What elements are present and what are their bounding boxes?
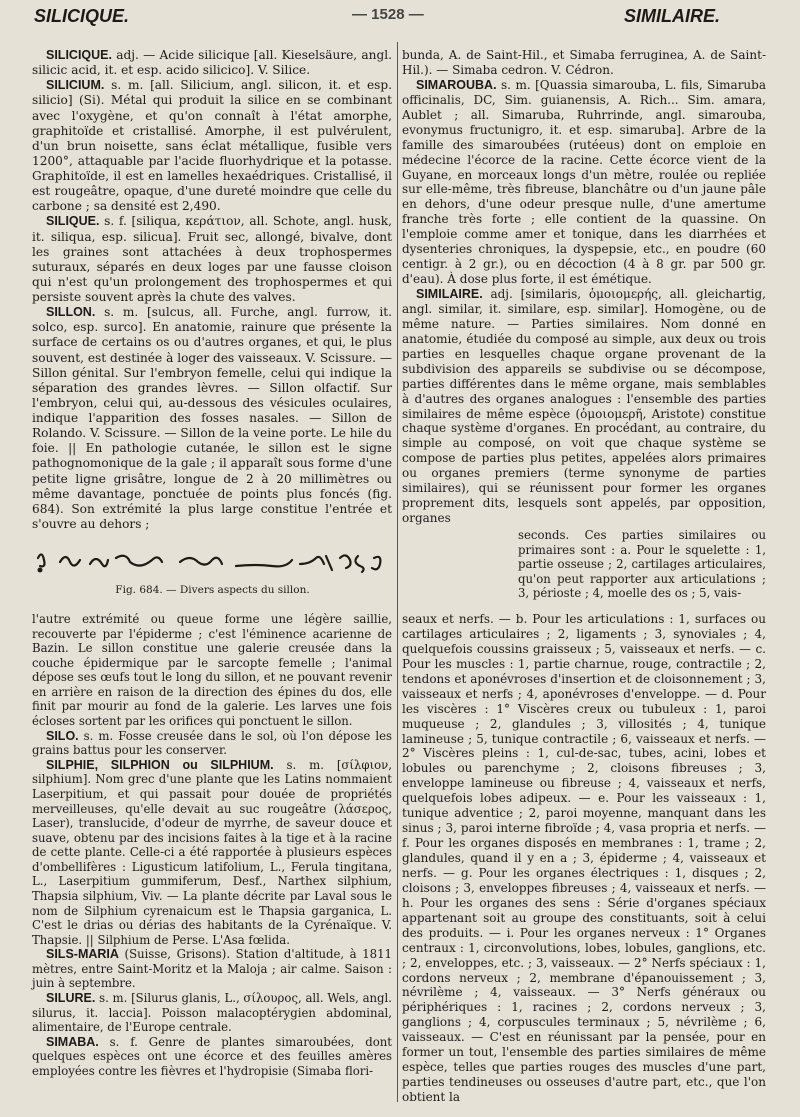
entry-sillon: [32, 305, 392, 532]
entry-simaba: [32, 1035, 392, 1079]
entry-silure: [32, 991, 392, 1035]
page-number: — 1528 —: [352, 6, 424, 23]
header-right-word: SIMILAIRE.: [623, 6, 720, 26]
sillon-drawings: [30, 540, 395, 584]
column-rule: [397, 42, 398, 1102]
sillon-mark: [236, 560, 292, 566]
headword: SILLON.: [46, 305, 96, 320]
entry-text: seaux et nerfs. — b. Pour les articulations : 1, surfaces ou cartilages articulaires ; 2, ligaments ; 3, synoviales ; 4, quelquefois coussins graisseux ; 5, vaisseaux et nerfs. — c. Pour les muscles : 1, partie charnue, rouge, contractile ; 2, tendons et aponévroses d'insertion et de cloisonnement ; 3, vaisseaux et nerfs ; 4, aponévroses d'enveloppe. — d. Pour les viscères : 1° Viscères creux ou tubuleux : 1, paroi muqueuse ; 2, glandules ; 3, villosités ; 4, tunique lamineuse ; 5, tunique contractile ; 6, vaisseaux et nerfs. — 2° Viscères pleins : 1, cul-de-sac, tubes, acini, lobes et lobules ou parenchyme ; 2, cloisons fibreuses ; 3, enveloppe lamineuse ou fibreuse ; 4, vaisseaux et nerfs, quelquefois lobes adipeux. — e. Pour les vaisseaux : 1, tunique adventice ; 2, paroi moyenne, manquant dans les sinus ; 3, paroi interne fibroïde ; 4, vasa propria et nerfs. — f. Pour les organes disposés en membranes : 1, trame ; 2, glandules, quand il y en a ; 3, épiderme ; 4, vaisseaux et nerfs. — g. Pour les organes électriques : 1, disques ; 2, cloisons ; 3, enveloppes fibreuses ; 4, vaisseaux et nerfs. — h. Pour les organes des sens : Série d'organes spéciaux appartenant soit au groupe des constituants, soit à celui des produits. — i. Pour les organes nerveux : 1° Organes centraux : 1, circonvolutions, lobes, lobules, ganglions, etc. ; 2, enveloppes, etc. ; 3, vaisseaux. — 2° Nerfs spéciaux : 1, cordons nerveux ; 2, membrane d'épanouissement ; 3, névrilème ; 4, vaisseaux. — 3° Nerfs généraux ou périphériques : 1, racines ; 2, cordons nerveux ; 3, ganglions ; 4, corpuscules terminaux ; 5, névrilème ; 6, vaisseaux. — C'est en réunissant par la pensée, pour en former un tout, l'ensemble des parties similaires de même espèce, telles que parties rouges des muscles d'une part, parties tendineuses ou osseuses d'autre part, etc., que l'on obtient la: [402, 612, 766, 1104]
sillon-mark: [60, 557, 80, 566]
entry-sils-maria: [32, 947, 392, 991]
entry-text: s. f. Genre de plantes simaroubées, dont quelques espèces ont une écorce et des feuilles amères employées contre les fièvres et l'hydropisie (Simaba flori-: [32, 1034, 392, 1078]
headword: SILO.: [46, 728, 79, 743]
entry-text: bunda, A. de Saint-Hil., et Simaba ferruginea, A. de Saint-Hil.). — Simaba cedron. V. Cédron.: [402, 48, 766, 77]
entry-text: s. m. [sulcus, all. Furche, angl. furrow, it. solco, esp. surco]. En anatomie, rainure que présente la surface de certains os ou d'autres organes, et qui, le plus souvent, est destinée à loger des vaisseaux. V. Scissure. — Sillon génital. Sur l'embryon femelle, celui qui indique la séparation des grandes lèvres. — Sillon olfactif. Sur l'embryon, celui qui, au-dessous des vésicules oculaires, indique l'apparition des fosses nasales. — Sillon de Rolando. V. Scissure. — Sillon de la veine porte. Le hile du foie. || En pathologie cutanée, le sillon est le signe pathognomonique de la gale ; il apparaît sous forme d'une petite ligne grisâtre, longue de 2 à 20 millimètres ou même davantage, ponctuée de points plus foncés (fig. 684). Son extrémité la plus large constitue l'entrée et s'ouvre au dehors ;: [32, 305, 392, 531]
sillon-mark: [116, 556, 162, 566]
entry-text: s. f. [siliqua, κεράτιον, all. Schote, angl. husk, it. siliqua, esp. silicua]. Fruit sec, allongé, bivalve, dont les graines sont attachées à deux trophospermes suturaux, séparés en deux loges par une fausse cloison qui n'est qu'un prolongement des trophospermes et qui persiste souvent après la chute des valves.: [32, 214, 392, 304]
figure-caption: Fig. 684. — Divers aspects du sillon.: [115, 584, 310, 596]
sillon-mark: [180, 558, 222, 565]
entry-text: s. m. [Silurus glanis, L., σίλουρος, all. Wels, angl. silurus, it. laccia]. Poisson malacoptérygien abdominal, alimentaire, de l'Europe centrale.: [32, 991, 392, 1035]
entry-silicium: [32, 78, 392, 214]
entry-sillon-continued: [32, 612, 392, 729]
right-column-bottom: [402, 612, 766, 1105]
entry-silo: [32, 729, 392, 758]
headword: SILPHIE, SILPHION ou SILPHIUM.: [46, 757, 274, 772]
headword: SIMAROUBA.: [416, 77, 497, 92]
header-left-word: SILICIQUE.: [34, 6, 130, 26]
right-column-narrow: [518, 528, 766, 601]
sillon-mark: [38, 554, 45, 566]
entry-text: seconds. Ces parties similaires ou primaires sont : a. Pour le squelette : 1, partie osseuse ; 2, cartilages articulaires, qu'on peut rapporter aux articulations ; 3, périoste ; 4, moelle des os ; 5, vais-: [518, 528, 766, 601]
entry-silphie: [32, 758, 392, 948]
headword: SILICIQUE.: [46, 48, 112, 62]
entry-text: s. m. [σίλφιον, silphium]. Nom grec d'une plante que les Latins nommaient Laserpitium, et qui passait pour douée de propriétés merveilleuses, qu'elle devait au suc rougeâtre (λάσερος, Laser), translucide, d'odeur de myrrhe, de saveur douce et suave, obtenu par des incisions faites à la tige et à la racine de cette plante. Celle-ci a été rapportée à plusieurs espèces d'ombellifères : Ligusticum latifolium, L., Ferula tingitana, L., Laserpitium gummiferum, Desf., Narthex silphium, Thapsia silphium, Viv. — La plante décrite par Laval sous le nom de Silphium cyrenaicum est le Thapsia garganica, L. C'est le drias ou dérias des habitants de la Cyrénaïque. V. Thapsie. || Silphium de Perse. L'Asa fœlida.: [32, 757, 393, 947]
entry-simaba-continued: [402, 48, 766, 78]
sillon-mark: [372, 557, 380, 569]
sillon-mark: [355, 556, 363, 572]
headword: SIMABA.: [46, 1034, 99, 1049]
sillon-mark: [326, 556, 332, 570]
entry-silicique: [32, 48, 392, 78]
entry-simarouba: [402, 78, 766, 287]
headword: SIMILAIRE.: [416, 287, 483, 301]
sillon-mark: [300, 557, 324, 564]
running-header: [30, 0, 780, 40]
entry-text: (Suisse, Grisons). Station d'altitude, à 1811 mètres, entre Saint-Moritz et la Maloja ; air calme. Saison : juin à septembre.: [32, 947, 392, 991]
entry-text: l'autre extrémité ou queue forme une légère saillie, recouverte par l'épiderme ; c'est l'éminence acarienne de Bazin. Le sillon constitue une galerie creusée dans la couche épidermique par le sarcopte femelle ; l'animal dépose ses œufs tout le long du sillon, et ne pouvant revenir en arrière en raison de la direction des épines du dos, elle finit par mourir au fond de la galerie. Les larves une fois écloses sortent par les orifices qui ponctuent le sillon.: [32, 612, 392, 729]
entry-text: s. m. [Quassia simarouba, L. fils, Simaruba officinalis, DC, Sim. guianensis, A. Rich... Sim. amara, Aublet ; all. Simaruba, Ruhrrinde, angl. simarouba, evonymus fructunigro, it. et esp. simaruba]. Arbre de la famille des simaroubées (rutéeus) dont on emploie en médecine l'écorce de la racine. Cette écorce vient de la Guyane, en morceaux longs d'un mètre, roulée ou repliée sur elle-même, très fibreuse, blanchâtre ou d'un jaune pâle en dehors, d'une odeur presque nulle, d'une amertume franche très forte ; elle contient de la quassine. On l'emploie comme amer et tonique, dans les diarrhées et dysenteries chroniques, la dyspepsie, etc., en poudre (60 centigr. à 2 gr.), ou en décoction (4 à 8 gr. par 500 gr. d'eau). À dose plus forte, il est émétique.: [402, 77, 766, 287]
entry-text: adj. [similaris, ὁμοιομερής, all. gleichartig, angl. similar, it. similare, esp. similar]. Homogène, ou de même nature. — Parties similaires. Nom donné en anatomie, étudiée du composé au simple, aux deux ou trois parties en lesquelles chaque organe provenant de la subdivision des appareils se subdivise ou se décompose, parties différentes dans le même organe, mais semblables à d'autres des organes analogues : l'ensemble des parties similaires de même espèce (ὁμοιομερῆ, Aristote) constitue chaque système d'organes. En procédant, au contraire, du simple au composé, on voit que chaque système se compose de parties plus petites, appelées alors primaires ou organes premiers (terme synonyme de parties similaires), qui se réunissent pour former les organes proprement dits, lesquels sont appelés, par opposition, organes: [402, 287, 766, 526]
left-column-bottom: [32, 612, 392, 1079]
sillon-mark: [90, 559, 108, 566]
headword: SILURE.: [46, 991, 96, 1006]
headword: SILIQUE.: [46, 214, 100, 229]
headword: SILICIUM.: [46, 78, 105, 93]
headword: SILS-MARIA: [46, 947, 119, 962]
entry-text: s. m. Fosse creusée dans le sol, où l'on dépose les grains battus pour les conserver.: [32, 728, 392, 758]
right-column-top: [402, 48, 766, 526]
entry-similaire: [402, 287, 766, 526]
entry-text: s. m. [all. Silicium, angl. silicon, it. et esp. silicio] (Si). Métal qui produit la silice en se combinant avec l'oxygène, et qu'on connaît à l'état amorphe, graphitoïde et cristallisé. Amorphe, il est pulvérulent, d'un brun noisette, sans éclat métallique, fusible vers 1200°, attaquable par l'acide fluorhydrique et la potasse. Graphitoïde, il est en lamelles hexaédriques. Cristallisé, il est rougeâtre, opaque, d'une dureté moindre que celle du carbone ; sa densité est 2,490.: [32, 78, 392, 214]
figure-684: [30, 540, 395, 610]
entry-text: adj. — Acide silicique [all. Kieselsäure, angl. silicic acid, it. et esp. acido silicico]. V. Silice.: [32, 48, 392, 78]
sillon-mark: [340, 555, 351, 568]
left-column-top: [32, 48, 392, 532]
entry-silique: [32, 214, 392, 305]
